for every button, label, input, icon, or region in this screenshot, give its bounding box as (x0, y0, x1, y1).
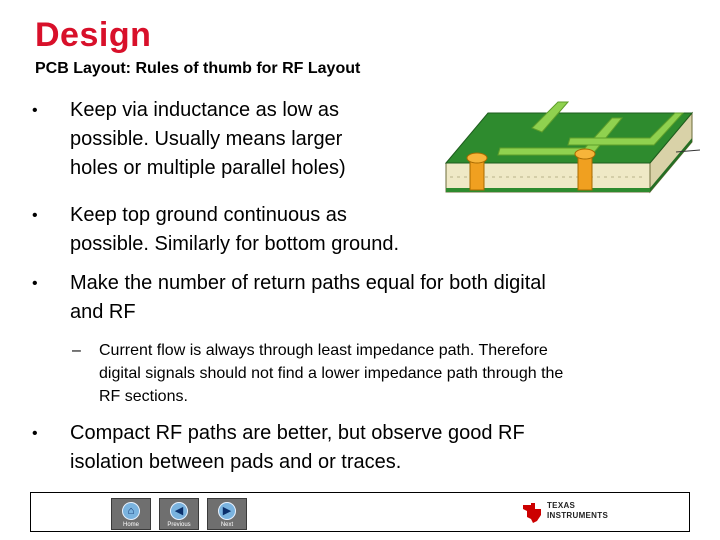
bullet-line: Keep top ground continuous as (70, 204, 347, 226)
sub-bullet-line: Current flow is always through least impedance path. Therefore (99, 342, 548, 359)
bullet-line: Make the number of return paths equal for both digital (70, 272, 546, 294)
bullet-line: Compact RF paths are better, but observe good RF (70, 422, 525, 444)
bullet-line: and RF (70, 301, 136, 323)
ti-state-icon (521, 501, 543, 525)
slide-subtitle: PCB Layout: Rules of thumb for RF Layout (35, 60, 361, 77)
pcb-via-illustration (440, 88, 700, 203)
home-button-label: Home (122, 522, 139, 528)
sub-bullet-text (99, 339, 563, 408)
sub-bullet-line: digital signals should not find a lower impedance path through the (99, 365, 564, 382)
ti-wordmark-line2: INSTRUMENTS (547, 511, 609, 520)
texas-instruments-logo (521, 499, 681, 527)
bullet-marker: • (32, 207, 38, 224)
previous-button-label: Previous (167, 522, 191, 528)
home-icon: ⌂ (122, 502, 140, 520)
bullet-marker: • (32, 425, 38, 442)
bullet-text (70, 96, 346, 183)
next-button-label: Next (220, 522, 234, 528)
bullet-line: possible. Similarly for bottom ground. (70, 233, 400, 255)
arrow-right-icon: ▶ (218, 502, 236, 520)
slide-title: Design (35, 16, 152, 54)
bullet-line: holes or multiple parallel holes) (70, 157, 346, 179)
bullet-line: isolation between pads and or traces. (70, 451, 402, 473)
bullet-marker: • (32, 102, 38, 119)
footer-nav-bar (30, 492, 690, 532)
bullet-marker: • (32, 275, 38, 292)
sub-bullet-line: RF sections. (99, 388, 188, 405)
bullet-text (70, 201, 399, 259)
bullet-text (70, 269, 546, 327)
previous-button[interactable] (159, 498, 199, 530)
sub-bullet-marker: – (72, 342, 81, 359)
ti-wordmark (547, 501, 608, 521)
arrow-left-icon: ◀ (170, 502, 188, 520)
ti-wordmark-line1: TEXAS (547, 501, 576, 510)
home-button[interactable] (111, 498, 151, 530)
via-pad-1 (467, 153, 487, 163)
bullet-line: Keep via inductance as low as (70, 99, 340, 121)
next-button[interactable] (207, 498, 247, 530)
via-pad-2 (575, 149, 595, 159)
bullet-line: possible. Usually means larger (70, 128, 343, 150)
bullet-text (70, 419, 525, 477)
